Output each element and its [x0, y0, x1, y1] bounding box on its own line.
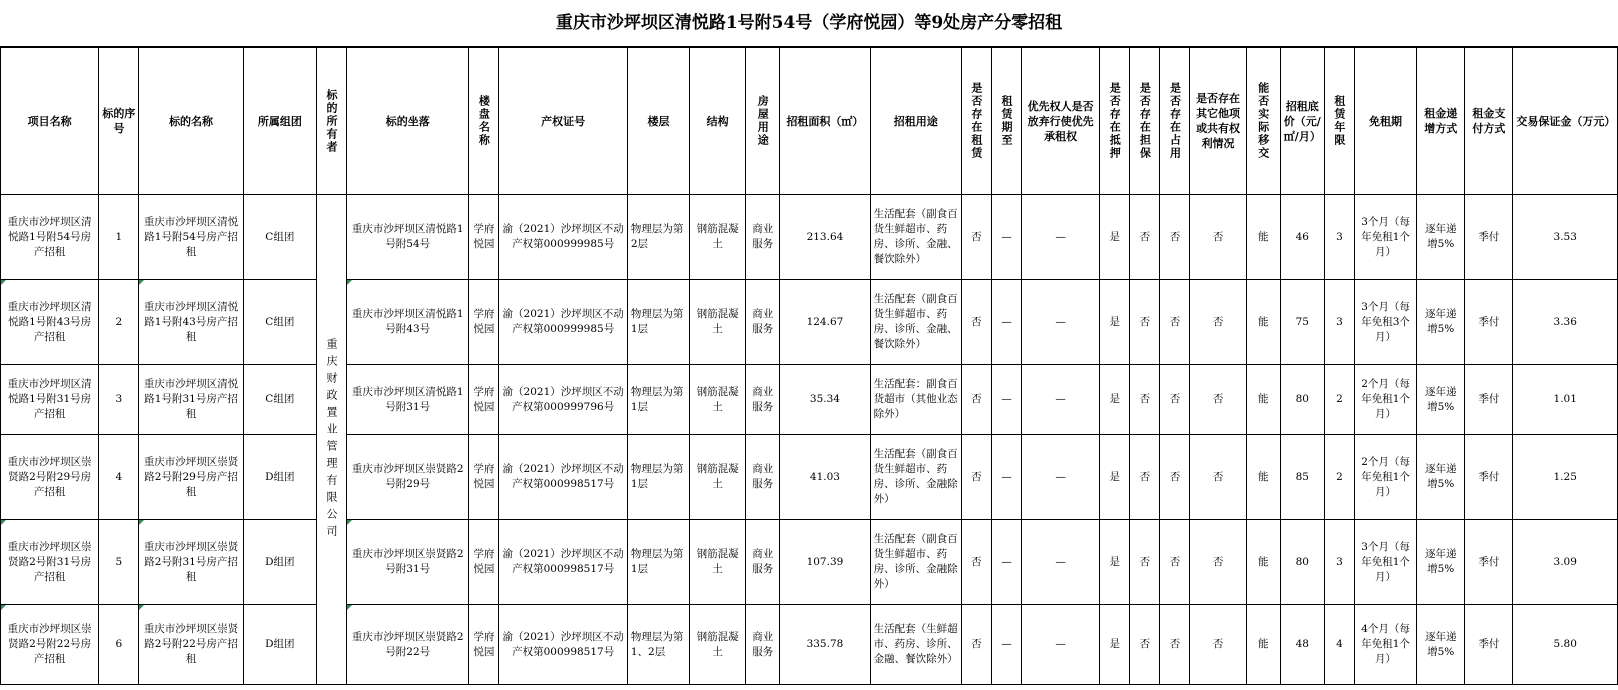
cell-transfer: 能	[1246, 195, 1280, 280]
cell-years: 3	[1324, 520, 1354, 605]
header-row	[1, 48, 1618, 195]
cell-increase: 逐年递增5%	[1417, 365, 1465, 435]
cell-leased: 否	[961, 605, 991, 685]
cell-lease-end: —	[991, 520, 1021, 605]
table-row	[1, 520, 1618, 605]
cell-transfer: 能	[1246, 365, 1280, 435]
cell-lease-end: —	[991, 195, 1021, 280]
cell-years: 3	[1324, 280, 1354, 365]
cell-project: 重庆市沙坪坝区崇贤路2号附29号房产招租	[1, 435, 99, 520]
cell-target: 重庆市沙坪坝区清悦路1号附31号房产招租	[139, 365, 243, 435]
cell-free: 3个月（每年免租3个月）	[1354, 280, 1416, 365]
cell-guarantee: 否	[1130, 365, 1160, 435]
header-estate-label: 楼盘名称	[477, 95, 491, 147]
cell-increase: 逐年递增5%	[1417, 520, 1465, 605]
table-row	[1, 435, 1618, 520]
cell-estate: 学府悦园	[469, 280, 499, 365]
cell-use: 商业服务	[746, 435, 780, 520]
cell-seq: 4	[99, 435, 139, 520]
cell-mortgage: 是	[1100, 195, 1130, 280]
cell-floor: 物理层为第1层	[627, 280, 689, 365]
cell-use: 商业服务	[746, 365, 780, 435]
cell-priority: —	[1022, 280, 1100, 365]
header-mortgage-label: 是否存在抵押	[1108, 82, 1122, 160]
cell-priority: —	[1022, 435, 1100, 520]
header-payment: 租金支付方式	[1465, 48, 1513, 195]
cell-priority: —	[1022, 195, 1100, 280]
header-occupy	[1160, 48, 1190, 195]
header-group: 所属组团	[243, 48, 316, 195]
cell-mortgage: 是	[1100, 435, 1130, 520]
cell-increase: 逐年递增5%	[1417, 605, 1465, 685]
cell-floor: 物理层为第1层	[627, 520, 689, 605]
cell-base-price: 80	[1280, 520, 1324, 605]
header-project: 项目名称	[1, 48, 99, 195]
header-years	[1324, 48, 1354, 195]
cell-cert: 渝（2021）沙坪坝区不动产权第000998517号	[499, 435, 627, 520]
cell-structure: 钢筋混凝土	[690, 520, 746, 605]
header-transfer	[1246, 48, 1280, 195]
cell-structure: 钢筋混凝土	[690, 605, 746, 685]
cell-free: 3个月（每年免租1个月）	[1354, 520, 1416, 605]
header-occupy-label: 是否存在占用	[1168, 82, 1182, 160]
cell-group: C组团	[243, 195, 316, 280]
cell-floor: 物理层为第2层	[627, 195, 689, 280]
header-seq: 标的序号	[99, 48, 139, 195]
cell-other-rights: 否	[1190, 280, 1246, 365]
header-area: 招租面积（㎡）	[780, 48, 870, 195]
header-use-label: 房屋用途	[756, 95, 770, 147]
cell-priority: —	[1022, 605, 1100, 685]
cell-payment: 季付	[1465, 520, 1513, 605]
cell-leased: 否	[961, 280, 991, 365]
cell-group: D组团	[243, 520, 316, 605]
listing-table	[0, 47, 1618, 685]
cell-leased: 否	[961, 435, 991, 520]
cell-priority: —	[1022, 520, 1100, 605]
cell-target: 重庆市沙坪坝区崇贤路2号附31号房产招租	[139, 520, 243, 605]
cell-cert: 渝（2021）沙坪坝区不动产权第000999985号	[499, 195, 627, 280]
header-purpose: 招租用途	[870, 48, 961, 195]
cell-lease-end: —	[991, 280, 1021, 365]
header-location: 标的坐落	[347, 48, 469, 195]
cell-area: 124.67	[780, 280, 870, 365]
header-floor: 楼层	[627, 48, 689, 195]
cell-floor: 物理层为第1层	[627, 435, 689, 520]
cell-transfer: 能	[1246, 520, 1280, 605]
cell-transfer: 能	[1246, 435, 1280, 520]
cell-deposit: 3.09	[1513, 520, 1618, 605]
cell-other-rights: 否	[1190, 605, 1246, 685]
header-deposit: 交易保证金（万元）	[1513, 48, 1618, 195]
cell-purpose: 生活配套（副食百货生鲜超市、药房、诊所、金融、餐饮除外）	[870, 280, 961, 365]
cell-project: 重庆市沙坪坝区清悦路1号附43号房产招租	[1, 280, 99, 365]
cell-deposit: 3.53	[1513, 195, 1618, 280]
cell-leased: 否	[961, 365, 991, 435]
header-transfer-label: 能否实际移交	[1256, 82, 1270, 160]
table-row	[1, 605, 1618, 685]
cell-use: 商业服务	[746, 605, 780, 685]
cell-purpose: 生活配套（副食百货生鲜超市、药房、诊所、金融、餐饮除外）	[870, 195, 961, 280]
cell-other-rights: 否	[1190, 365, 1246, 435]
cell-deposit: 5.80	[1513, 605, 1618, 685]
table-row	[1, 365, 1618, 435]
cell-free: 2个月（每年免租1个月）	[1354, 435, 1416, 520]
cell-cert: 渝（2021）沙坪坝区不动产权第000999985号	[499, 280, 627, 365]
header-lease-end-label: 租赁期至	[999, 95, 1013, 147]
cell-lease-end: —	[991, 365, 1021, 435]
cell-estate: 学府悦园	[469, 365, 499, 435]
cell-transfer: 能	[1246, 280, 1280, 365]
cell-cert: 渝（2021）沙坪坝区不动产权第000999796号	[499, 365, 627, 435]
cell-occupy: 否	[1160, 520, 1190, 605]
cell-estate: 学府悦园	[469, 605, 499, 685]
cell-transfer: 能	[1246, 605, 1280, 685]
cell-years: 3	[1324, 195, 1354, 280]
header-increase: 租金递增方式	[1417, 48, 1465, 195]
cell-location: 重庆市沙坪坝区清悦路1号附54号	[347, 195, 469, 280]
cell-occupy: 否	[1160, 195, 1190, 280]
sheet-title: 重庆市沙坪坝区清悦路1号附54号（学府悦园）等9处房产分零招租	[0, 0, 1618, 47]
cell-increase: 逐年递增5%	[1417, 435, 1465, 520]
cell-mortgage: 是	[1100, 605, 1130, 685]
cell-increase: 逐年递增5%	[1417, 195, 1465, 280]
cell-occupy: 否	[1160, 280, 1190, 365]
cell-payment: 季付	[1465, 195, 1513, 280]
cell-target: 重庆市沙坪坝区崇贤路2号附29号房产招租	[139, 435, 243, 520]
cell-use: 商业服务	[746, 195, 780, 280]
cell-estate: 学府悦园	[469, 435, 499, 520]
cell-increase: 逐年递增5%	[1417, 280, 1465, 365]
cell-project: 重庆市沙坪坝区清悦路1号附31号房产招租	[1, 365, 99, 435]
cell-base-price: 80	[1280, 365, 1324, 435]
cell-project: 重庆市沙坪坝区崇贤路2号附31号房产招租	[1, 520, 99, 605]
cell-use: 商业服务	[746, 520, 780, 605]
table-row	[1, 280, 1618, 365]
cell-free: 4个月（每年免租1个月）	[1354, 605, 1416, 685]
cell-deposit: 1.01	[1513, 365, 1618, 435]
cell-payment: 季付	[1465, 435, 1513, 520]
cell-target: 重庆市沙坪坝区崇贤路2号附22号房产招租	[139, 605, 243, 685]
cell-base-price: 48	[1280, 605, 1324, 685]
cell-floor: 物理层为第1、2层	[627, 605, 689, 685]
cell-area: 335.78	[780, 605, 870, 685]
cell-free: 3个月（每年免租1个月）	[1354, 195, 1416, 280]
cell-other-rights: 否	[1190, 520, 1246, 605]
cell-project: 重庆市沙坪坝区崇贤路2号附22号房产招租	[1, 605, 99, 685]
header-priority: 优先权人是否放弃行使优先承租权	[1022, 48, 1100, 195]
header-mortgage	[1100, 48, 1130, 195]
header-free: 免租期	[1354, 48, 1416, 195]
cell-use: 商业服务	[746, 280, 780, 365]
header-use	[746, 48, 780, 195]
cell-base-price: 75	[1280, 280, 1324, 365]
cell-seq: 1	[99, 195, 139, 280]
cell-target: 重庆市沙坪坝区清悦路1号附54号房产招租	[139, 195, 243, 280]
header-lease-end	[991, 48, 1021, 195]
cell-structure: 钢筋混凝土	[690, 435, 746, 520]
cell-deposit: 1.25	[1513, 435, 1618, 520]
cell-cert: 渝（2021）沙坪坝区不动产权第000998517号	[499, 605, 627, 685]
cell-payment: 季付	[1465, 365, 1513, 435]
cell-base-price: 46	[1280, 195, 1324, 280]
cell-cert: 渝（2021）沙坪坝区不动产权第000998517号	[499, 520, 627, 605]
cell-location: 重庆市沙坪坝区清悦路1号附43号	[347, 280, 469, 365]
cell-area: 41.03	[780, 435, 870, 520]
header-other-rights: 是否存在其它他项或共有权利情况	[1190, 48, 1246, 195]
header-owner-label: 标的所有者	[324, 88, 338, 154]
cell-base-price: 85	[1280, 435, 1324, 520]
cell-seq: 3	[99, 365, 139, 435]
cell-estate: 学府悦园	[469, 520, 499, 605]
cell-location: 重庆市沙坪坝区清悦路1号附31号	[347, 365, 469, 435]
cell-area: 213.64	[780, 195, 870, 280]
cell-free: 2个月（每年免租1个月）	[1354, 365, 1416, 435]
cell-deposit: 3.36	[1513, 280, 1618, 365]
cell-estate: 学府悦园	[469, 195, 499, 280]
cell-seq: 5	[99, 520, 139, 605]
cell-lease-end: —	[991, 605, 1021, 685]
cell-guarantee: 否	[1130, 195, 1160, 280]
cell-leased: 否	[961, 195, 991, 280]
cell-location: 重庆市沙坪坝区崇贤路2号附22号	[347, 605, 469, 685]
cell-other-rights: 否	[1190, 435, 1246, 520]
header-owner	[316, 48, 346, 195]
cell-floor: 物理层为第1层	[627, 365, 689, 435]
cell-occupy: 否	[1160, 605, 1190, 685]
header-years-label: 租赁年限	[1332, 95, 1346, 147]
cell-years: 2	[1324, 435, 1354, 520]
cell-payment: 季付	[1465, 280, 1513, 365]
cell-group: D组团	[243, 435, 316, 520]
cell-priority: —	[1022, 365, 1100, 435]
cell-location: 重庆市沙坪坝区崇贤路2号附29号	[347, 435, 469, 520]
table-row	[1, 195, 1618, 280]
header-leased-label: 是否存在租赁	[969, 82, 983, 160]
cell-target: 重庆市沙坪坝区清悦路1号附43号房产招租	[139, 280, 243, 365]
cell-area: 35.34	[780, 365, 870, 435]
cell-other-rights: 否	[1190, 195, 1246, 280]
cell-mortgage: 是	[1100, 520, 1130, 605]
cell-guarantee: 否	[1130, 435, 1160, 520]
cell-mortgage: 是	[1100, 365, 1130, 435]
cell-years: 4	[1324, 605, 1354, 685]
header-structure: 结构	[690, 48, 746, 195]
header-target: 标的名称	[139, 48, 243, 195]
cell-lease-end: —	[991, 435, 1021, 520]
cell-structure: 钢筋混凝土	[690, 280, 746, 365]
owner-label: 重庆财政置业管理有限公司	[324, 337, 338, 542]
header-leased	[961, 48, 991, 195]
cell-occupy: 否	[1160, 435, 1190, 520]
cell-years: 2	[1324, 365, 1354, 435]
header-guarantee-label: 是否存在担保	[1138, 82, 1152, 160]
cell-structure: 钢筋混凝土	[690, 195, 746, 280]
cell-seq: 6	[99, 605, 139, 685]
cell-guarantee: 否	[1130, 520, 1160, 605]
cell-purpose: 生活配套（副食百货生鲜超市、药房、诊所、金融除外）	[870, 435, 961, 520]
cell-group: C组团	[243, 365, 316, 435]
cell-payment: 季付	[1465, 605, 1513, 685]
cell-owner	[316, 195, 346, 685]
header-base-price: 招租底价（元/㎡/月）	[1280, 48, 1324, 195]
cell-purpose: 生活配套（生鲜超市、药房、诊所、金融、餐饮除外）	[870, 605, 961, 685]
cell-mortgage: 是	[1100, 280, 1130, 365]
header-cert: 产权证号	[499, 48, 627, 195]
cell-project: 重庆市沙坪坝区清悦路1号附54号房产招租	[1, 195, 99, 280]
cell-area: 107.39	[780, 520, 870, 605]
header-guarantee	[1130, 48, 1160, 195]
cell-group: D组团	[243, 605, 316, 685]
header-estate	[469, 48, 499, 195]
cell-occupy: 否	[1160, 365, 1190, 435]
cell-guarantee: 否	[1130, 605, 1160, 685]
cell-seq: 2	[99, 280, 139, 365]
cell-guarantee: 否	[1130, 280, 1160, 365]
cell-leased: 否	[961, 520, 991, 605]
cell-purpose: 生活配套：副食百货超市（其他业态除外）	[870, 365, 961, 435]
cell-group: C组团	[243, 280, 316, 365]
cell-location: 重庆市沙坪坝区崇贤路2号附31号	[347, 520, 469, 605]
cell-purpose: 生活配套（副食百货生鲜超市、药房、诊所、金融除外）	[870, 520, 961, 605]
cell-structure: 钢筋混凝土	[690, 365, 746, 435]
